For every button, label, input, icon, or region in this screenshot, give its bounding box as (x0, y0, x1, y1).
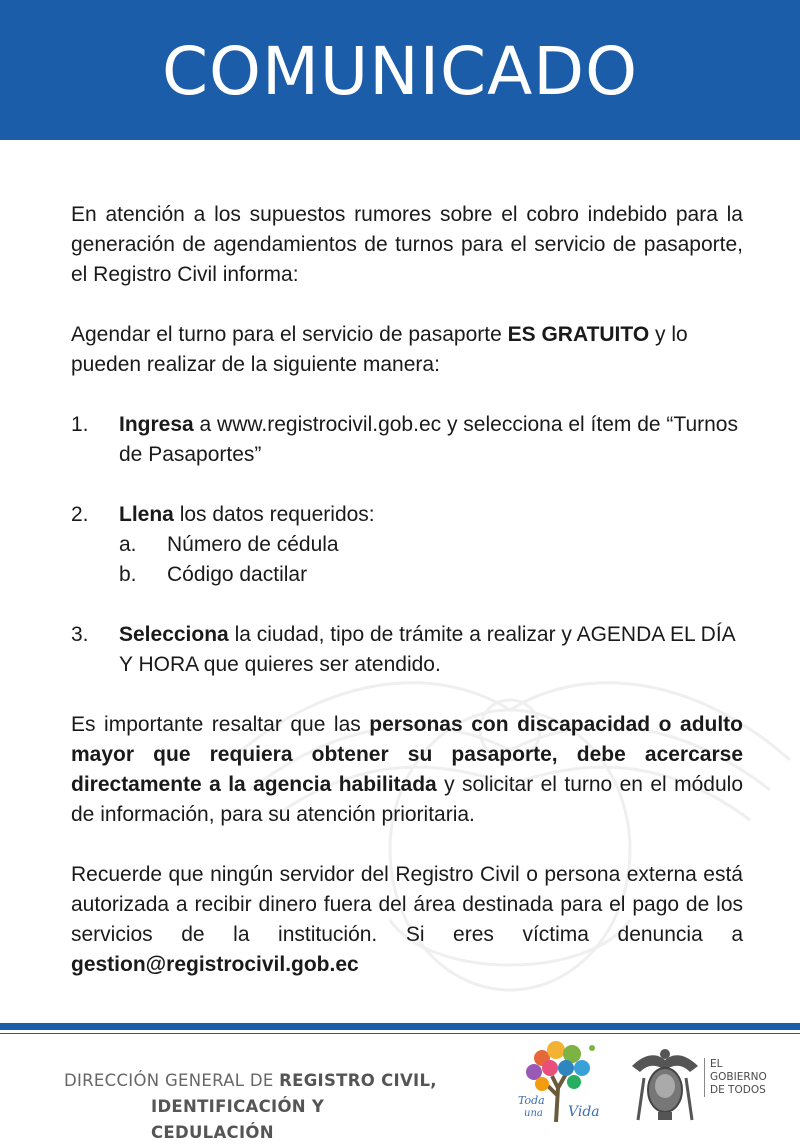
toda-una-vida-logo (512, 1038, 608, 1122)
priority-highlight: personas con discapacidad o adulto mayor que requiera obtener su pasaporte, debe acercarse directamente a la agencia habilitada (71, 713, 743, 796)
step-number: 2. (71, 503, 89, 526)
institution-line2: IDENTIFICACIÓN Y CEDULACIÓN (151, 1097, 325, 1142)
contact-email[interactable]: gestion@registrocivil.gob.ec (71, 953, 359, 976)
footer-divider-thin (0, 1033, 800, 1034)
step-number: 1. (71, 413, 89, 436)
substep-a (71, 530, 743, 560)
svg-text:Vida: Vida (568, 1104, 600, 1120)
page-title: COMUNICADO (161, 33, 639, 110)
substep-letter: a. (119, 533, 137, 556)
substep-letter: b. (119, 563, 137, 586)
step-text: los datos requeridos: (173, 503, 375, 526)
step-1 (71, 410, 743, 470)
substep-text: Código dactilar (167, 563, 308, 586)
step-verb: Ingresa (119, 413, 194, 436)
announcement-body (71, 200, 743, 980)
free-service-paragraph: Agendar el turno para el servicio de pasaporte ES GRATUITO y lo pueden realizar de la siguiente manera: (71, 323, 688, 376)
step-verb: Selecciona (119, 623, 229, 646)
priority-paragraph: Es importante resaltar que las personas con discapacidad o adulto mayor que requiera obtener su pasaporte, debe acercarse directamente a la agencia habilitada y solicitar el turno en el módulo de información, para su atención prioritaria. (71, 713, 743, 826)
substep-text: Número de cédula (167, 533, 339, 556)
step-2 (71, 500, 743, 530)
institution-line1: DIRECCIÓN GENERAL DE (64, 1071, 280, 1090)
svg-text:Toda: Toda (518, 1094, 545, 1107)
gobierno-de-todos-logo: EL GOBIERNO DE TODOS (704, 1058, 790, 1097)
free-highlight: ES GRATUITO (507, 323, 650, 346)
ecuador-coat-of-arms-icon (630, 1046, 700, 1124)
intro-paragraph: En atención a los supuestos rumores sobre el cobro indebido para la generación de agendamientos de turnos para el servicio de pasaporte, el Registro Civil informa: (71, 203, 743, 286)
footer-divider (0, 1023, 800, 1030)
warning-paragraph: Recuerde que ningún servidor del Registro Civil o persona externa está autorizada a recibir dinero fuera del área destinada para el pago de los servicios de la institución. Si eres víctima denuncia a gestion@registrocivil.gob.ec (71, 863, 743, 976)
step-number: 3. (71, 623, 89, 646)
institution-line1-bold: REGISTRO CIVIL, (279, 1071, 437, 1090)
step-text: la ciudad, tipo de trámite a realizar y AGENDA EL DÍA Y HORA que quieres ser atendido. (119, 623, 735, 676)
svg-text:una: una (524, 1108, 543, 1119)
institution-name (64, 1068, 444, 1146)
substep-b (71, 560, 743, 590)
step-text: a www.registrocivil.gob.ec y selecciona el ítem de “Turnos de Pasaportes” (119, 413, 738, 466)
step-verb: Llena (119, 503, 174, 526)
header-banner (0, 0, 800, 140)
step-3 (71, 620, 743, 680)
